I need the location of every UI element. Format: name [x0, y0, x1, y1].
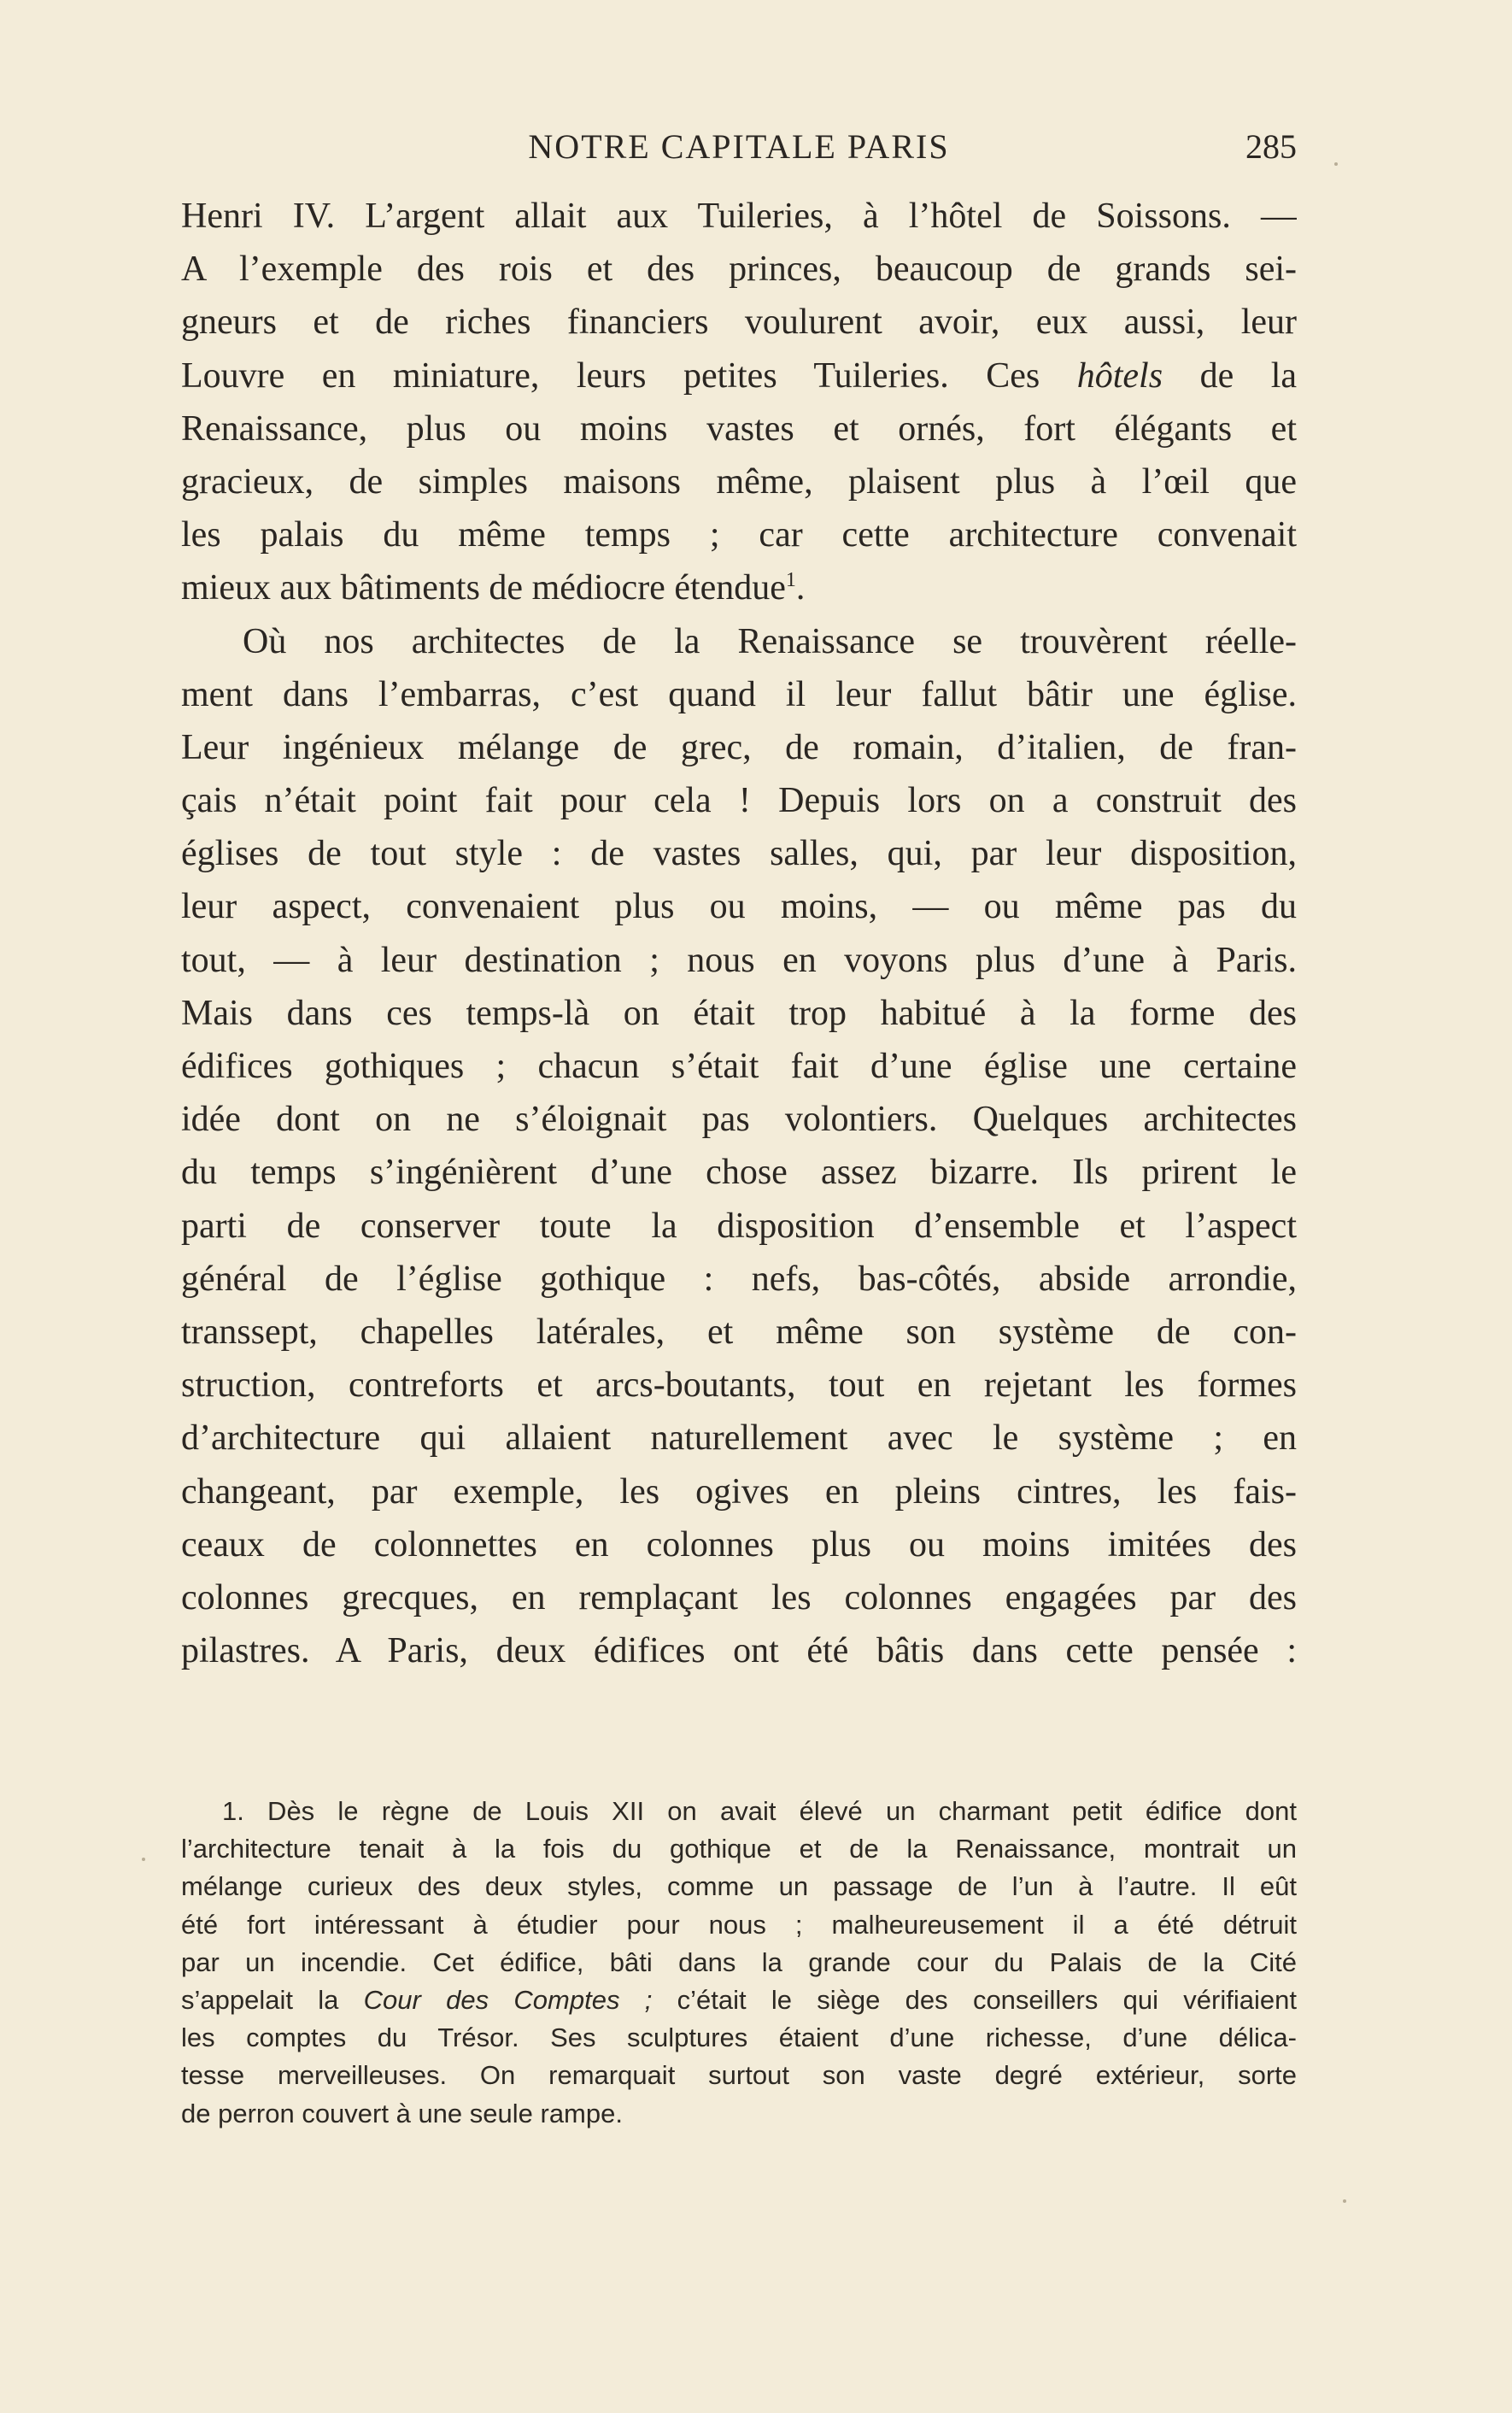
- text-line: [181, 561, 1297, 614]
- text-line: colonnes grecques, en remplaçant les colonnes engagées par des: [181, 1577, 1297, 1617]
- footnote-line: [181, 1981, 1297, 2019]
- text-line: transsept, chapelles latérales, et même son système de con-: [181, 1312, 1297, 1352]
- footnote-line: 1. Dès le règne de Louis XII on avait élevé un charmant petit édifice dont: [222, 1796, 1297, 1826]
- text-line: ment dans l’embarras, c’est quand il leur fallut bâtir une église.: [181, 674, 1297, 714]
- footnote-line: l’architecture tenait à la fois du gothique et de la Renaissance, montrait un: [181, 1834, 1297, 1864]
- text-line: Où nos architectes de la Renaissance se trouvèrent réelle-: [243, 621, 1297, 661]
- paper-speck: [1343, 2199, 1346, 2203]
- text-line: du temps s’ingénièrent d’une chose assez bizarre. Ils prirent le: [181, 1153, 1297, 1193]
- text-line: d’architecture qui allaient naturellement avec le système ; en: [181, 1418, 1297, 1459]
- text-line: les palais du même temps ; car cette architecture convenait: [181, 515, 1297, 555]
- text-line: struction, contreforts et arcs-boutants, tout en rejetant les formes: [181, 1365, 1297, 1406]
- footnote-line: de perron couvert à une seule rampe.: [181, 2098, 623, 2128]
- text-line: Mais dans ces temps-là on était trop habitué à la forme des: [181, 993, 1297, 1033]
- text-line: idée dont on ne s’éloignait pas volontiers. Quelques architectes: [181, 1100, 1297, 1140]
- paragraph-2: [181, 615, 1297, 1678]
- running-head: [181, 120, 1297, 171]
- text-segment: s’appelait la: [181, 1984, 339, 2015]
- page-number: 285: [1245, 127, 1297, 166]
- text-line: gracieux, de simples maisons même, plaisent plus à l’œil que: [181, 461, 1297, 502]
- text-line: général de l’église gothique : nefs, bas-côtés, abside arrondie,: [181, 1259, 1297, 1299]
- text-line: leur aspect, convenaient plus ou moins, — ou même pas du: [181, 887, 1297, 927]
- text-segment: Louvre en miniature, leurs petites Tuileries. Ces: [181, 355, 1040, 396]
- text-line: Henri IV. L’argent allait aux Tuileries, à l’hôtel de Soissons. —: [181, 197, 1297, 236]
- text-line: Renaissance, plus ou moins vastes et ornés, fort élégants et: [181, 408, 1297, 449]
- paper-speck: [1334, 162, 1338, 166]
- footnote-line: les comptes du Trésor. Ses sculptures étaient d’une richesse, d’une délica-: [181, 2023, 1297, 2053]
- text-line: tout, — à leur destination ; nous en voyons plus d’une à Paris.: [181, 940, 1297, 980]
- italic-term: hôtels: [1076, 355, 1163, 396]
- text-line: A l’exemple des rois et des princes, beaucoup de grands sei-: [181, 250, 1297, 290]
- paper-speck: [142, 1858, 145, 1861]
- footnote-line: tesse merveilleuses. On remarquait surtout son vaste degré extérieur, sorte: [181, 2060, 1297, 2091]
- text-line: gneurs et de riches financiers voulurent avoir, eux aussi, leur: [181, 302, 1297, 343]
- footnote-line: été fort intéressant à étudier pour nous ; malheureusement il a été détruit: [181, 1909, 1297, 1940]
- paragraph-1: [181, 190, 1297, 615]
- text-segment: c’était le siège des conseillers qui vérifiaient: [677, 1984, 1297, 2015]
- text-line: édifices gothiques ; chacun s’était fait d’une église une certaine: [181, 1047, 1297, 1086]
- text-line: ceaux de colonnettes en colonnes plus ou moins imitées des: [181, 1524, 1297, 1565]
- footnote-line: par un incendie. Cet édifice, bâti dans la grande cour du Palais de la Cité: [181, 1946, 1297, 1977]
- footnote-line: mélange curieux des deux styles, comme un passage de l’un à l’autre. Il eût: [181, 1871, 1297, 1902]
- text-segment: .: [795, 568, 806, 608]
- running-title: NOTRE CAPITALE PARIS: [528, 127, 950, 166]
- footnote-mark: 1: [785, 569, 796, 592]
- text-line: pilastres. A Paris, deux édifices ont été bâtis dans cette pensée :: [181, 1631, 1297, 1671]
- text-line: changeant, par exemple, les ogives en pleins cintres, les fais-: [181, 1471, 1297, 1512]
- text-line: çais n’était point fait pour cela ! Depuis lors on a construit des: [181, 781, 1297, 821]
- text-segment: mieux aux bâtiments de médiocre étendue: [181, 568, 786, 608]
- text-line: parti de conserver toute la disposition d’ensemble et l’aspect: [181, 1206, 1297, 1246]
- body-text: [181, 190, 1297, 1677]
- footnote: [181, 1793, 1297, 2133]
- italic-term: Cour des Comptes ;: [363, 1984, 653, 2015]
- text-segment: de la: [1199, 355, 1297, 396]
- text-line: églises de tout style : de vastes salles, qui, par leur disposition,: [181, 834, 1297, 874]
- text-line: [181, 349, 1297, 402]
- text-line: Leur ingénieux mélange de grec, de romain, d’italien, de fran-: [181, 727, 1297, 767]
